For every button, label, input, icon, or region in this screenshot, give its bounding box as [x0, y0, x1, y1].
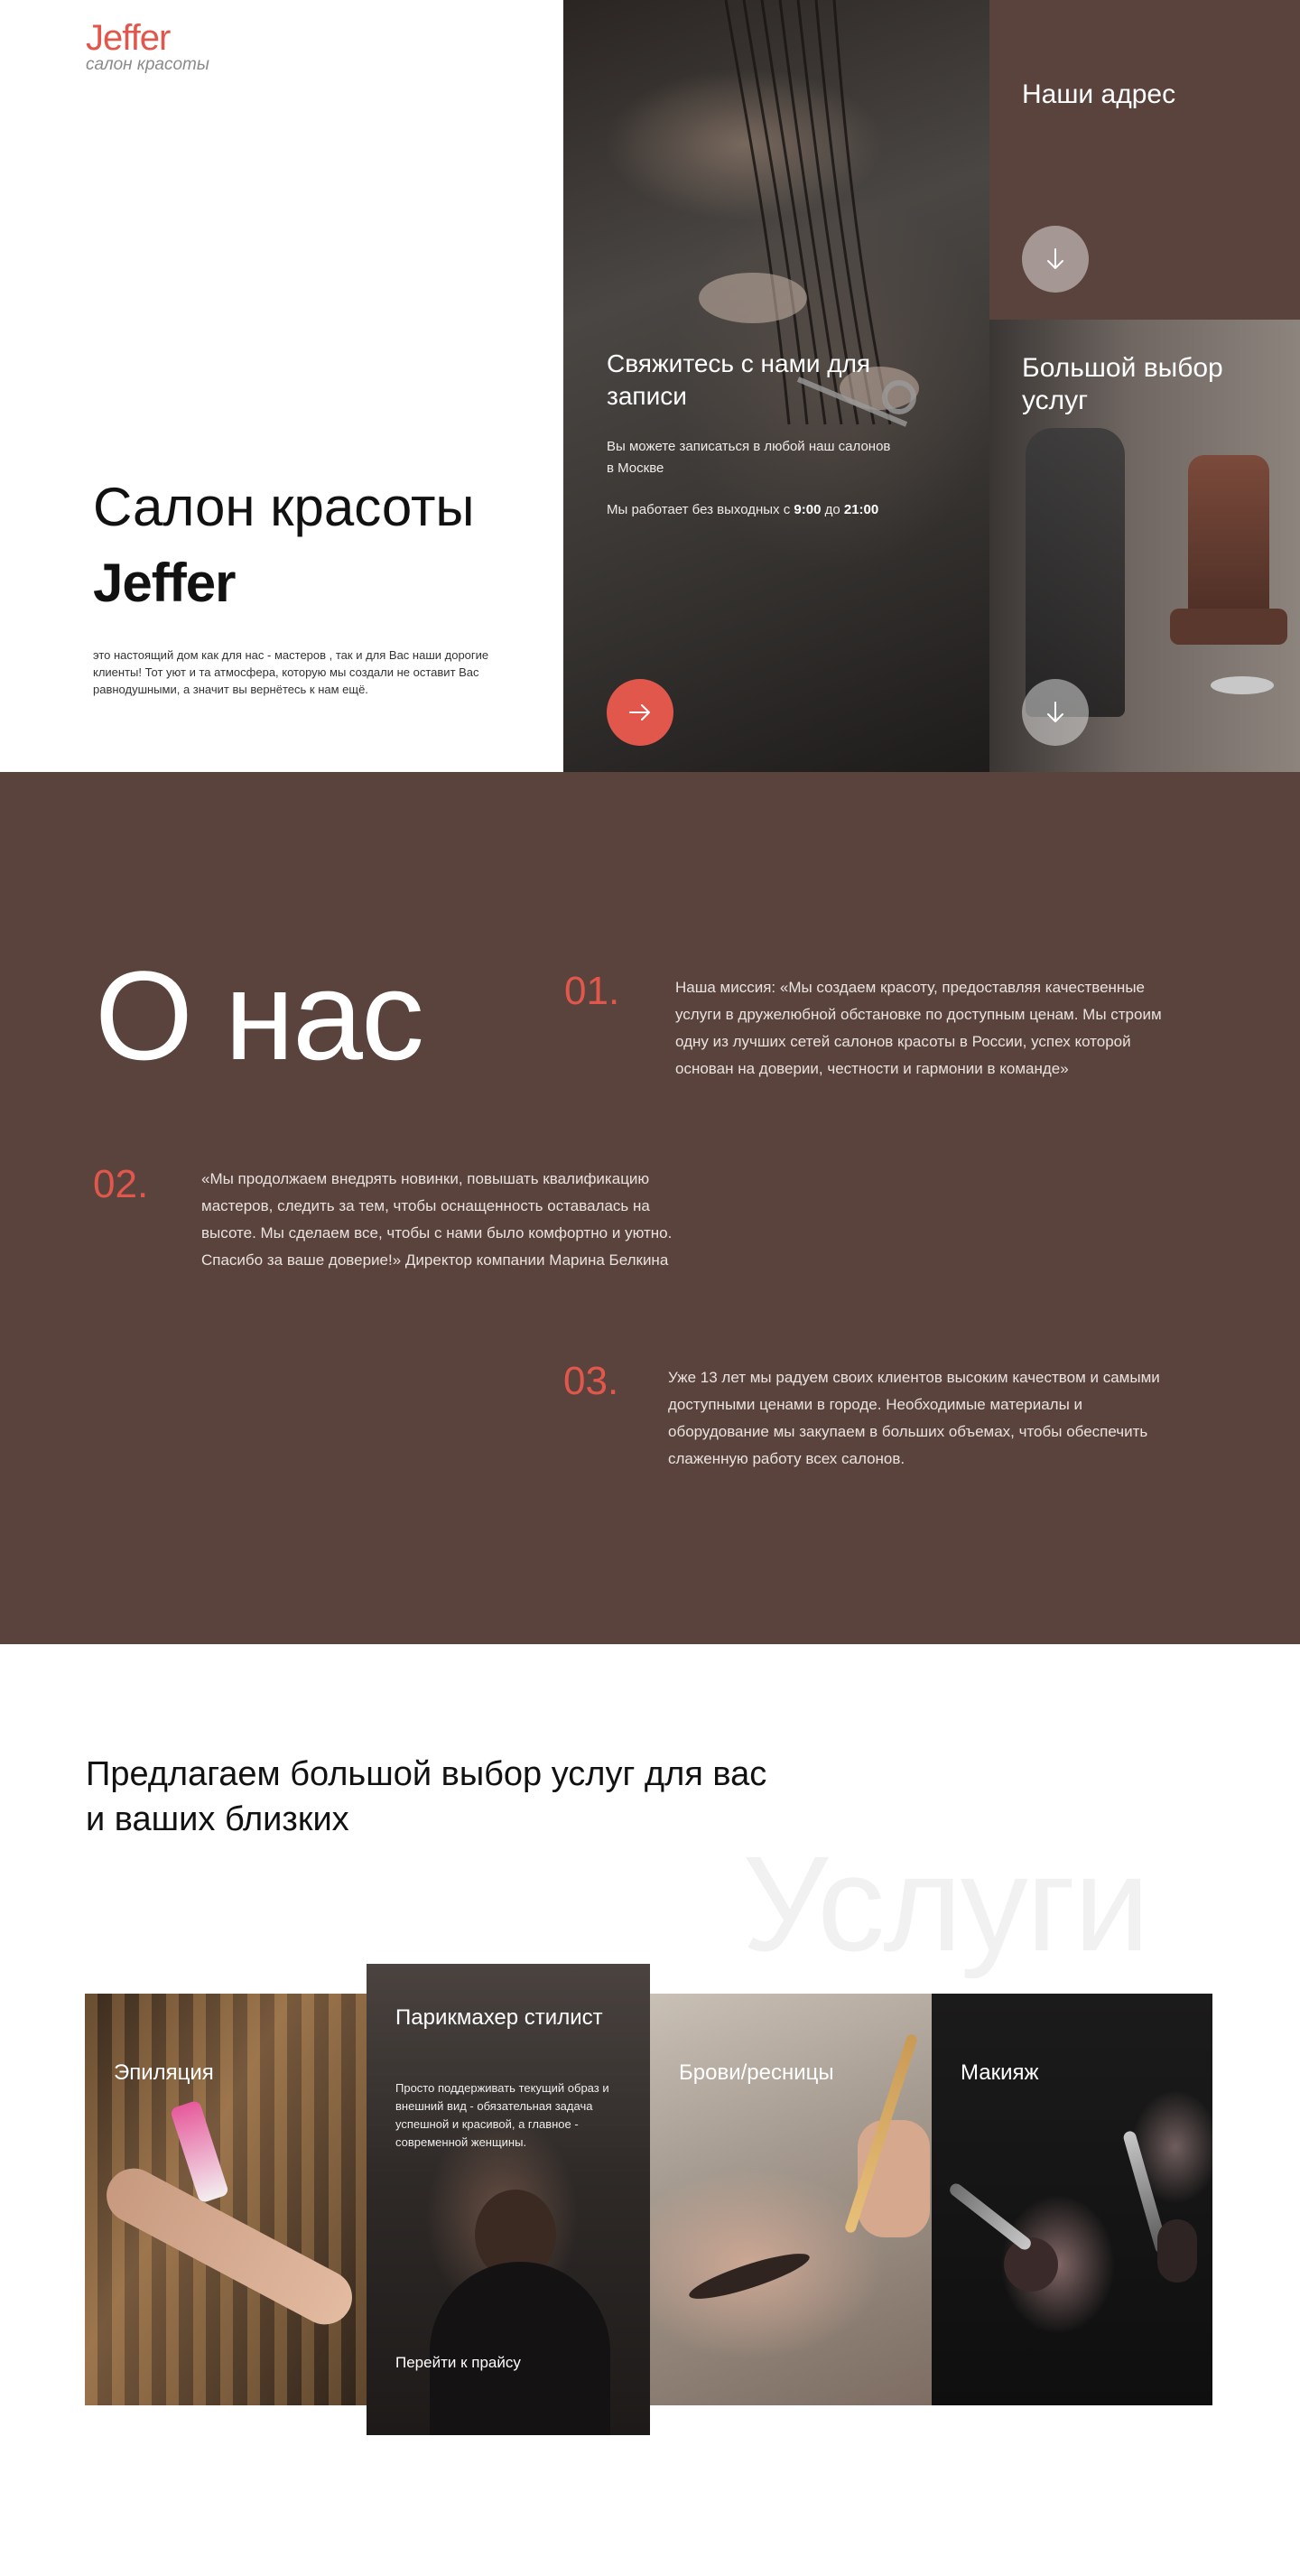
services-photo-panel [989, 320, 1300, 772]
years-number: 03. [563, 1359, 619, 1403]
services-heading: Предлагаем большой выбор услуг для вас и ваших близких [86, 1755, 767, 1838]
hero-title-line2: Jeffer [93, 553, 236, 613]
service-card-title: Брови/ресницы [679, 2060, 834, 2085]
address-title: Наши адрес [1022, 79, 1176, 109]
price-link[interactable]: Перейти к прайсу [395, 2354, 521, 2371]
hours-from: 9:00 [794, 502, 822, 517]
arrow-down-icon [1042, 699, 1069, 726]
hero-description: это настоящий дом как для нас - мастеров , так и для Вас наши дорогие клиенты! Тот уют и та атмосфера, которую мы создали не оставит Вас равнодушными, а значит вы вернётесь к нам ещё. [93, 648, 489, 696]
hero-title-line1: Салон красоты [93, 477, 475, 537]
contact-title: Свяжитесь с нами для записи [607, 349, 871, 410]
about-title: О нас [95, 944, 422, 1086]
salon-chair-base [1211, 676, 1274, 694]
client-cape-image [430, 2262, 610, 2435]
hero-section [0, 0, 1300, 772]
hanging-cape-image [1026, 428, 1125, 717]
brush-tuft-image [1157, 2219, 1197, 2283]
salon-chair-image [1188, 455, 1269, 618]
service-card-title: Макияж [961, 2060, 1039, 2085]
services-watermark: Услуги [742, 1827, 1148, 1979]
address-panel [989, 0, 1300, 320]
contact-photo-block [563, 0, 989, 772]
leg-image [97, 2159, 361, 2334]
service-card-brows[interactable] [650, 1994, 932, 2405]
quote-text: «Мы продолжаем внедрять новинки, повышать квалификацию мастеров, следить за тем, чтобы оснащенность оставалась на высоте. Мы сделаем все, чтобы с нами было комфортно и уютно. Спасибо за ваше доверие!» Директор компании Марина Белкина [201, 1170, 673, 1269]
mission-text: Наша миссия: «Мы создаем красоту, предоставляя качественные услуги в дружелюбной обстановке по доступным ценам. Мы строим одну из лучших сетей салонов красоты в России, успех которой основан на доверии, честности и гармонии в команде» [675, 979, 1162, 1077]
service-card-description: Просто поддерживать текущий образ и внешний вид - обязательная задача успешной и красивой, а главное - современной женщины. [395, 2081, 609, 2149]
hours-mid: до [824, 502, 840, 517]
service-card-title: Эпиляция [114, 2060, 214, 2085]
mission-number: 01. [564, 969, 620, 1013]
contact-arrow-button[interactable] [607, 679, 673, 746]
logo-tagline: салон красоты [86, 55, 209, 74]
arrow-right-icon [627, 699, 654, 726]
contact-text: Вы можете записаться в любой наш салонов в Москве [607, 439, 891, 476]
salon-chair-seat [1170, 609, 1287, 645]
years-text: Уже 13 лет мы радуем своих клиентов высоким качеством и самыми доступными ценами в городе. Необходимые материалы и оборудование мы закупаем в больших объемах, чтобы обеспечить слаженную работу всех салонов. [668, 1369, 1160, 1467]
service-card-hairdresser[interactable] [367, 1964, 650, 2435]
logo[interactable] [86, 18, 209, 74]
service-card-epilation[interactable] [85, 1994, 368, 2405]
logo-name: Jeffer [86, 18, 171, 58]
about-section [0, 772, 1300, 1644]
address-arrow-button[interactable] [1022, 226, 1089, 293]
quote-number: 02. [93, 1162, 149, 1206]
hours-prefix: Мы работает без выходных с [607, 502, 791, 517]
makeup-brush-image [947, 2181, 1033, 2253]
arrow-down-icon [1042, 246, 1069, 273]
services-arrow-button[interactable] [1022, 679, 1089, 746]
brush-tuft-image [1004, 2237, 1058, 2292]
contact-hours [607, 502, 950, 517]
service-card-title: Парикмахер стилист [395, 2005, 603, 2030]
services-panel-title: Большой выбор услуг [1022, 353, 1223, 415]
hero-title [93, 470, 562, 621]
eye-image [685, 2246, 812, 2307]
service-card-makeup[interactable] [932, 1994, 1212, 2405]
hours-to: 21:00 [843, 502, 879, 517]
